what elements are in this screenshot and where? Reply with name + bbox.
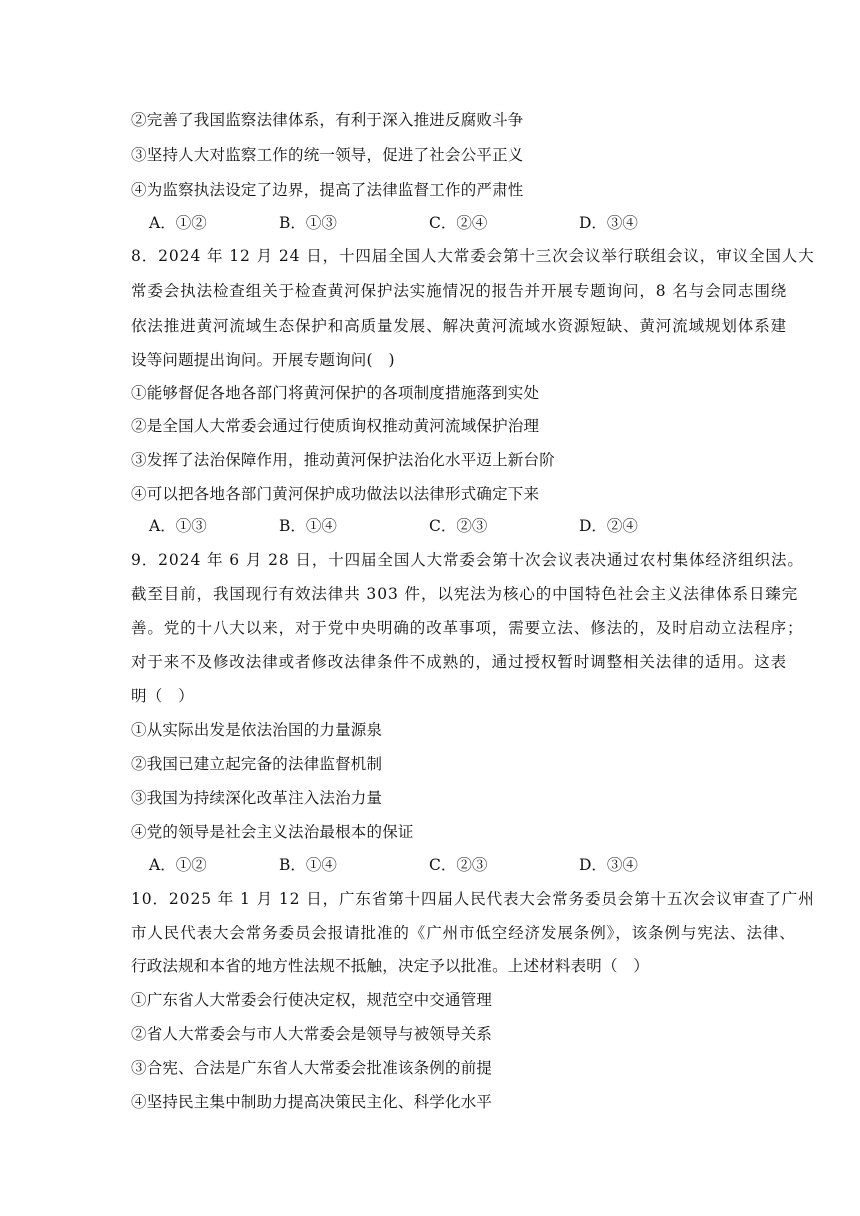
option-a: A．①③ bbox=[149, 517, 207, 535]
question-8-choice-4: ④可以把各地各部门黄河保护成功做法以法律形式确定下来 bbox=[131, 485, 540, 503]
choice-2: ②完善了我国监察法律体系，有利于深入推进反腐败斗争 bbox=[131, 111, 524, 129]
question-9-choice-2: ②我国已建立起完备的法律监督机制 bbox=[131, 755, 383, 773]
question-9-stem-line: 明（ ） bbox=[131, 687, 194, 705]
question-8-options bbox=[149, 516, 749, 536]
question-9-options bbox=[149, 855, 749, 875]
option-c: C．②③ bbox=[429, 517, 488, 535]
option-c: C．②③ bbox=[429, 856, 488, 874]
question-9-choice-4: ④党的领导是社会主义法治最根本的保证 bbox=[131, 823, 414, 841]
question-8-stem-line: 8．2024 年 12 月 24 日，十四届全国人大常委会第十三次会议举行联组会议，审议全国人大 bbox=[131, 247, 815, 265]
answer-options bbox=[149, 213, 749, 233]
question-10-choice-2: ②省人大常委会与市人大常委会是领导与被领导关系 bbox=[131, 1025, 493, 1043]
option-b: B．①④ bbox=[279, 517, 337, 535]
question-10-stem-line: 10．2025 年 1 月 12 日，广东省第十四届人民代表大会常务委员会第十五次会议审查了广州 bbox=[131, 890, 815, 908]
question-8-stem-line: 依法推进黄河流域生态保护和高质量发展、解决黄河流域水资源短缺、黄河流域规划体系建 bbox=[131, 317, 788, 335]
question-10-stem-line: 行政法规和本省的地方性法规不抵触，决定予以批准。上述材料表明（ ） bbox=[131, 957, 650, 975]
question-8-stem-line: 设等问题提出询问。开展专题询问( ) bbox=[131, 351, 395, 369]
option-d: D．③④ bbox=[579, 856, 638, 874]
option-c: C．②④ bbox=[429, 214, 488, 232]
option-b: B．①③ bbox=[279, 214, 337, 232]
choice-3: ③坚持人大对监察工作的统一领导，促进了社会公平正义 bbox=[131, 146, 524, 164]
choice-4: ④为监察执法设定了边界，提高了法律监督工作的严肃性 bbox=[131, 181, 524, 199]
option-a: A．①② bbox=[149, 214, 207, 232]
question-10-choice-1: ①广东省人大常委会行使决定权，规范空中交通管理 bbox=[131, 991, 493, 1009]
question-9-choice-1: ①从实际出发是依法治国的力量源泉 bbox=[131, 721, 383, 739]
question-9-stem-line: 截至目前，我国现行有效法律共 303 件，以宪法为核心的中国特色社会主义法律体系日臻完 bbox=[131, 585, 799, 603]
question-9-stem-line: 对于来不及修改法律或者修改法律条件不成熟的，通过授权暂时调整相关法律的适用。这表 bbox=[131, 653, 788, 671]
question-8-choice-2: ②是全国人大常委会通过行使质询权推动黄河流域保护治理 bbox=[131, 417, 540, 435]
question-10-choice-3: ③合宪、合法是广东省人大常委会批准该条例的前提 bbox=[131, 1059, 493, 1077]
option-d: D．③④ bbox=[579, 214, 638, 232]
question-8-choice-1: ①能够督促各地各部门将黄河保护的各项制度措施落到实处 bbox=[131, 384, 540, 402]
option-a: A．①② bbox=[149, 856, 207, 874]
question-8-choice-3: ③发挥了法治保障作用，推动黄河保护法治化水平迈上新台阶 bbox=[131, 451, 555, 469]
question-9-choice-3: ③我国为持续深化改革注入法治力量 bbox=[131, 789, 383, 807]
question-10-stem-line: 市人民代表大会常务委员会报请批准的《广州市低空经济发展条例》，该条例与宪法、法律、 bbox=[131, 924, 796, 942]
option-d: D．②④ bbox=[579, 517, 638, 535]
option-b: B．①④ bbox=[279, 856, 337, 874]
question-9-stem-line: 9．2024 年 6 月 28 日，十四届全国人大常委会第十次会议表决通过农村集体经济组织法。 bbox=[131, 551, 804, 569]
question-9-stem-line: 善。党的十八大以来，对于党中央明确的改革事项，需要立法、修法的，及时启动立法程序； bbox=[131, 619, 804, 637]
question-8-stem-line: 常委会执法检查组关于检查黄河保护法实施情况的报告并开展专题询问，8 名与会同志围绕 bbox=[131, 282, 788, 300]
question-10-choice-4: ④坚持民主集中制助力提高决策民主化、科学化水平 bbox=[131, 1093, 493, 1111]
